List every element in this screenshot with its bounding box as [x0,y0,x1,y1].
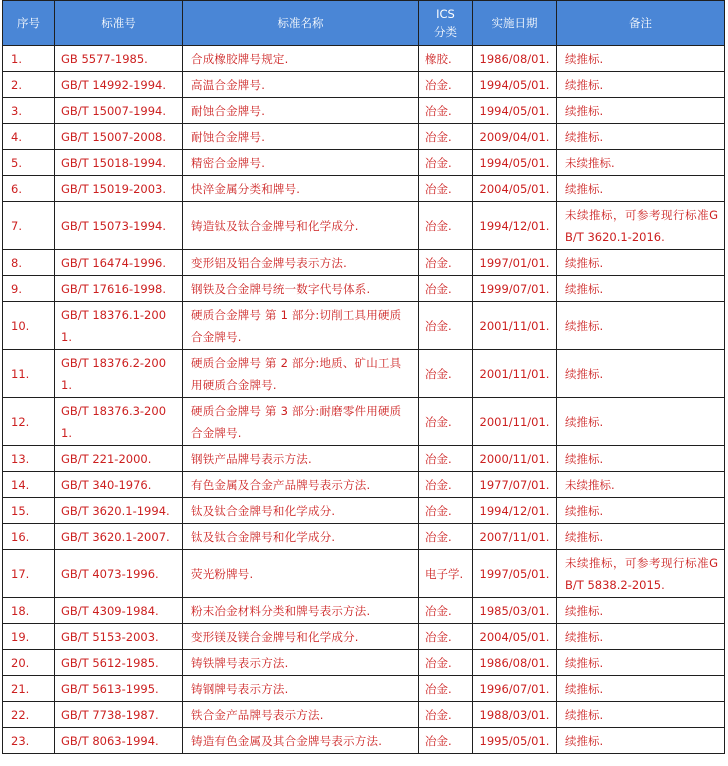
cell-seq: 19. [3,624,55,650]
cell-seq: 13. [3,446,55,472]
cell-note: 续推标. [557,124,725,150]
table-row [3,702,725,728]
cell-code: GB/T 15018-1994. [55,150,183,176]
cell-note: 续推标. [557,728,725,754]
cell-date: 2001/11/01. [473,302,557,350]
cell-code: GB/T 16474-1996. [55,250,183,276]
cell-note: 续推标. [557,598,725,624]
header-seq: 序号 [3,1,55,46]
table-row [3,350,725,398]
header-ics [419,1,473,46]
cell-date: 1997/05/01. [473,550,557,598]
standards-table [2,0,725,754]
cell-date: 2009/04/01. [473,124,557,150]
cell-code: GB 5577-1985. [55,46,183,72]
table-row [3,598,725,624]
cell-ics: 橡胶. [419,46,473,72]
cell-seq: 11. [3,350,55,398]
table-row [3,302,725,350]
table-row [3,176,725,202]
cell-note: 续推标. [557,350,725,398]
cell-note: 续推标. [557,650,725,676]
cell-note: 续推标. [557,446,725,472]
cell-seq: 1. [3,46,55,72]
cell-note: 未续推标. [557,472,725,498]
cell-date: 1988/03/01. [473,702,557,728]
table-header [3,1,725,46]
cell-name: 有色金属及合金产品牌号表示方法. [183,472,419,498]
cell-note: 未续推标，可参考现行标准GB/T 3620.1-2016. [557,202,725,250]
cell-note: 续推标. [557,702,725,728]
table-row [3,550,725,598]
cell-name: 钛及钛合金牌号和化学成分. [183,498,419,524]
header-name: 标准名称 [183,1,419,46]
cell-code: GB/T 18376.1-2001. [55,302,183,350]
header-ics-line2: 分类 [434,25,457,39]
cell-name: 铁合金产品牌号表示方法. [183,702,419,728]
cell-ics: 冶金. [419,72,473,98]
cell-ics: 冶金. [419,202,473,250]
cell-date: 2004/05/01. [473,624,557,650]
header-note: 备注 [557,1,725,46]
cell-seq: 20. [3,650,55,676]
table-row [3,676,725,702]
cell-note: 续推标. [557,72,725,98]
cell-note: 续推标. [557,524,725,550]
cell-date: 1999/07/01. [473,276,557,302]
cell-seq: 3. [3,98,55,124]
cell-name: 钢铁及合金牌号统一数字代号体系. [183,276,419,302]
cell-ics: 冶金. [419,176,473,202]
cell-code: GB/T 340-1976. [55,472,183,498]
header-date: 实施日期 [473,1,557,46]
cell-code: GB/T 5612-1985. [55,650,183,676]
cell-ics: 冶金. [419,398,473,446]
cell-date: 1997/01/01. [473,250,557,276]
cell-seq: 10. [3,302,55,350]
table-row [3,98,725,124]
cell-ics: 冶金. [419,598,473,624]
table-row [3,472,725,498]
cell-name: 耐蚀合金牌号. [183,98,419,124]
table-row [3,46,725,72]
cell-name: 铸造有色金属及其合金牌号表示方法. [183,728,419,754]
cell-seq: 5. [3,150,55,176]
cell-code: GB/T 4309-1984. [55,598,183,624]
cell-seq: 12. [3,398,55,446]
cell-note: 未续推标，可参考现行标准GB/T 5838.2-2015. [557,550,725,598]
cell-date: 2000/11/01. [473,446,557,472]
cell-date: 2004/05/01. [473,176,557,202]
cell-name: 精密合金牌号. [183,150,419,176]
cell-seq: 7. [3,202,55,250]
cell-name: 钢铁产品牌号表示方法. [183,446,419,472]
cell-ics: 电子学. [419,550,473,598]
cell-date: 1985/03/01. [473,598,557,624]
table-row [3,446,725,472]
table-row [3,728,725,754]
table-row [3,650,725,676]
table-row [3,72,725,98]
cell-seq: 14. [3,472,55,498]
cell-date: 1994/05/01. [473,72,557,98]
cell-name: 高温合金牌号. [183,72,419,98]
cell-code: GB/T 7738-1987. [55,702,183,728]
cell-seq: 4. [3,124,55,150]
cell-ics: 冶金. [419,702,473,728]
cell-code: GB/T 3620.1-1994. [55,498,183,524]
table-row [3,202,725,250]
cell-ics: 冶金. [419,124,473,150]
table-row [3,524,725,550]
cell-note: 续推标. [557,276,725,302]
cell-note: 续推标. [557,176,725,202]
cell-code: GB/T 15073-1994. [55,202,183,250]
cell-code: GB/T 15019-2003. [55,176,183,202]
cell-code: GB/T 221-2000. [55,446,183,472]
cell-note: 续推标. [557,398,725,446]
cell-note: 续推标. [557,676,725,702]
cell-seq: 8. [3,250,55,276]
header-code: 标准号 [55,1,183,46]
cell-name: 合成橡胶牌号规定. [183,46,419,72]
cell-name: 硬质合金牌号 第 3 部分:耐磨零件用硬质合金牌号. [183,398,419,446]
cell-name: 铸钢牌号表示方法. [183,676,419,702]
cell-note: 未续推标. [557,150,725,176]
cell-ics: 冶金. [419,350,473,398]
cell-code: GB/T 5153-2003. [55,624,183,650]
cell-date: 1977/07/01. [473,472,557,498]
cell-ics: 冶金. [419,150,473,176]
cell-seq: 23. [3,728,55,754]
cell-name: 铸造钛及钛合金牌号和化学成分. [183,202,419,250]
table-row [3,124,725,150]
cell-note: 续推标. [557,498,725,524]
cell-ics: 冶金. [419,524,473,550]
cell-ics: 冶金. [419,302,473,350]
cell-ics: 冶金. [419,472,473,498]
cell-seq: 22. [3,702,55,728]
cell-name: 铸铁牌号表示方法. [183,650,419,676]
cell-name: 粉末冶金材料分类和牌号表示方法. [183,598,419,624]
cell-ics: 冶金. [419,728,473,754]
cell-code: GB/T 4073-1996. [55,550,183,598]
table-row [3,150,725,176]
cell-name: 硬质合金牌号 第 2 部分:地质、矿山工具用硬质合金牌号. [183,350,419,398]
cell-code: GB/T 14992-1994. [55,72,183,98]
cell-seq: 17. [3,550,55,598]
table-row [3,624,725,650]
cell-name: 快淬金属分类和牌号. [183,176,419,202]
cell-note: 续推标. [557,250,725,276]
cell-date: 1994/12/01. [473,202,557,250]
table-row [3,398,725,446]
cell-ics: 冶金. [419,98,473,124]
cell-seq: 21. [3,676,55,702]
cell-code: GB/T 8063-1994. [55,728,183,754]
cell-ics: 冶金. [419,276,473,302]
cell-date: 2001/11/01. [473,350,557,398]
cell-date: 1994/05/01. [473,150,557,176]
cell-ics: 冶金. [419,250,473,276]
cell-name: 变形铝及铝合金牌号表示方法. [183,250,419,276]
cell-note: 续推标. [557,302,725,350]
cell-note: 续推标. [557,98,725,124]
cell-seq: 15. [3,498,55,524]
cell-code: GB/T 17616-1998. [55,276,183,302]
cell-code: GB/T 3620.1-2007. [55,524,183,550]
cell-code: GB/T 18376.2-2001. [55,350,183,398]
cell-date: 2007/11/01. [473,524,557,550]
cell-code: GB/T 15007-1994. [55,98,183,124]
cell-code: GB/T 18376.3-2001. [55,398,183,446]
table-body [3,46,725,754]
cell-seq: 6. [3,176,55,202]
cell-note: 续推标. [557,46,725,72]
cell-date: 1996/07/01. [473,676,557,702]
table-row [3,498,725,524]
table-row [3,276,725,302]
cell-code: GB/T 5613-1995. [55,676,183,702]
cell-seq: 2. [3,72,55,98]
cell-seq: 18. [3,598,55,624]
cell-name: 荧光粉牌号. [183,550,419,598]
cell-ics: 冶金. [419,498,473,524]
cell-name: 硬质合金牌号 第 1 部分:切削工具用硬质合金牌号. [183,302,419,350]
cell-date: 2001/11/01. [473,398,557,446]
cell-date: 1995/05/01. [473,728,557,754]
cell-date: 1994/05/01. [473,98,557,124]
header-ics-line1: ICS [436,7,455,21]
cell-ics: 冶金. [419,446,473,472]
cell-ics: 冶金. [419,624,473,650]
cell-note: 续推标. [557,624,725,650]
cell-name: 变形镁及镁合金牌号和化学成分. [183,624,419,650]
cell-ics: 冶金. [419,650,473,676]
cell-date: 1986/08/01. [473,650,557,676]
cell-name: 耐蚀合金牌号. [183,124,419,150]
cell-date: 1986/08/01. [473,46,557,72]
table-row [3,250,725,276]
cell-date: 1994/12/01. [473,498,557,524]
cell-code: GB/T 15007-2008. [55,124,183,150]
cell-name: 钛及钛合金牌号和化学成分. [183,524,419,550]
cell-seq: 16. [3,524,55,550]
cell-ics: 冶金. [419,676,473,702]
cell-seq: 9. [3,276,55,302]
